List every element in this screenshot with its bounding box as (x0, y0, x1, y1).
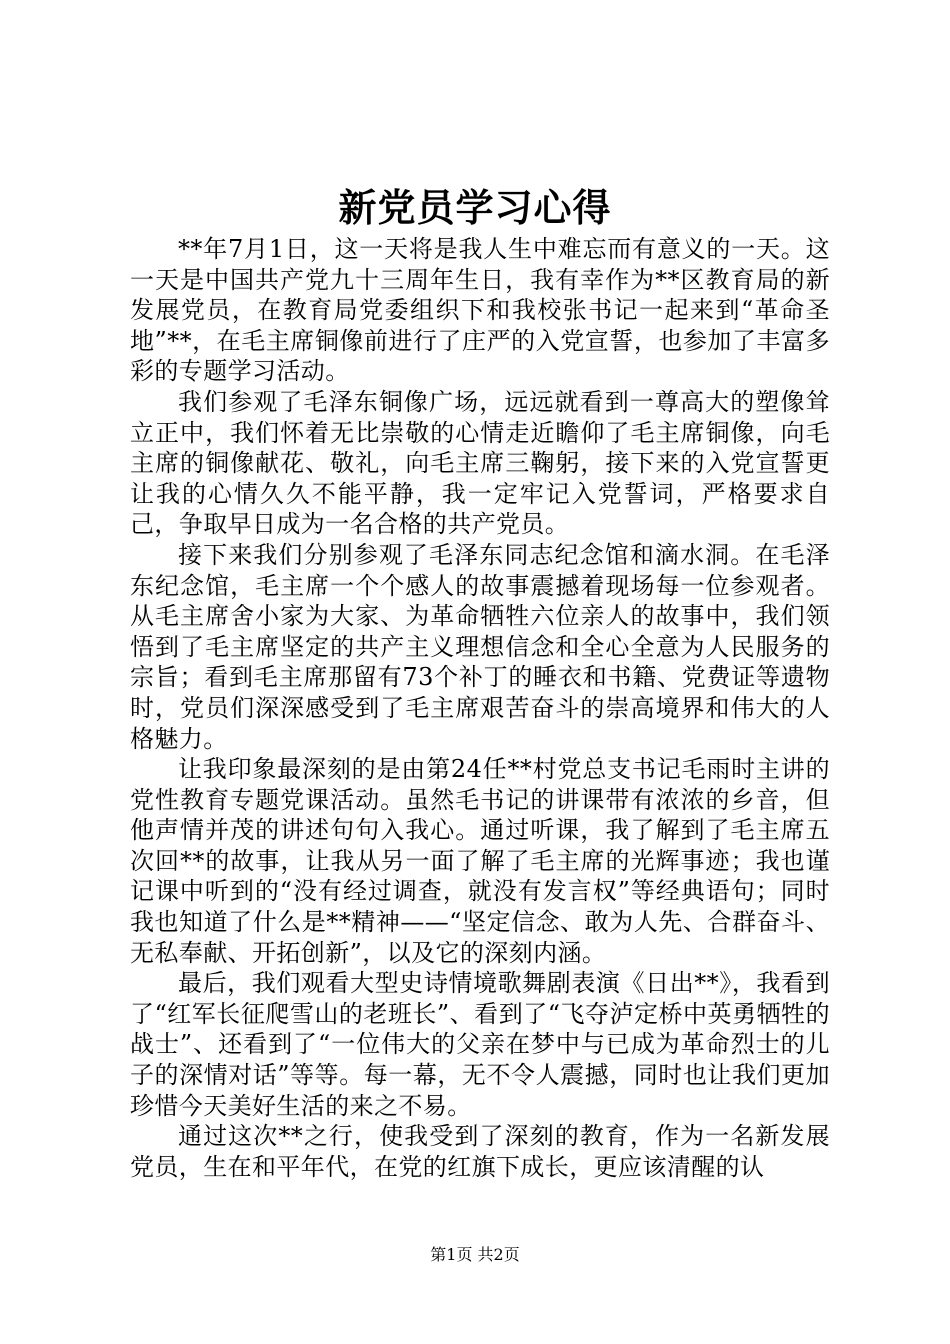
paragraph: 让我印象最深刻的是由第24任**村党总支书记毛雨时主讲的党性教育专题党课活动。虽然毛书记的讲课带有浓浓的乡音，但他声情并茂的讲述句句入我心。通过听课，我了解到了毛主席五次回**的故事，让我从另一面了解了毛主席的光辉事迹；我也谨记课中听到的“没有经过调查，就没有发言权”等经典语句；同时我也知道了什么是**精神——“坚定信念、敢为人先、合群奋斗、无私奉献、开拓创新”，以及它的深刻内涵。 (130, 755, 830, 967)
document-title: 新党员学习心得 (338, 185, 612, 230)
paragraph: 接下来我们分别参观了毛泽东同志纪念馆和滴水洞。在毛泽东纪念馆，毛主席一个个感人的故事震撼着现场每一位参观者。从毛主席舍小家为大家、为革命牺牲六位亲人的故事中，我们领悟到了毛主席坚定的共产主义理想信念和全心全意为人民服务的宗旨；看到毛主席那留有73个补丁的睡衣和书籍、党费证等遗物时，党员们深深感受到了毛主席艰苦奋斗的崇高境界和伟大的人格魅力。 (130, 540, 830, 753)
paragraph: 我们参观了毛泽东铜像广场，远远就看到一尊高大的塑像耸立正中，我们怀着无比崇敬的心情走近瞻仰了毛主席铜像，向毛主席的铜像献花、敬礼，向毛主席三鞠躬，接下来的入党宣誓更让我的心情久久不能平静，我一定牢记入党誓词，严格要求自己，争取早日成为一名合格的共产党员。 (130, 387, 830, 539)
paragraph: 通过这次**之行，使我受到了深刻的教育，作为一名新发展党员，生在和平年代，在党的红旗下成长，更应该清醒的认 (130, 1122, 830, 1181)
paragraph: 最后，我们观看大型史诗情境歌舞剧表演《日出**》，我看到了“红军长征爬雪山的老班长”、看到了“飞夺泸定桥中英勇牺牲的战士”、还看到了“一位伟大的父亲在梦中与已成为革命烈士的儿子的深情对话”等等。每一幕，无不令人震撼，同时也让我们更加珍惜今天美好生活的来之不易。 (130, 969, 830, 1120)
paragraph: **年7月1日，这一天将是我人生中难忘而有意义的一天。这一天是中国共产党九十三周年生日，我有幸作为**区教育局的新发展党员，在教育局党委组织下和我校张书记一起来到“革命圣地”**，在毛主席铜像前进行了庄严的入党宣誓，也参加了丰富多彩的专题学习活动。 (130, 235, 830, 386)
page-number-footer: 第1页 共2页 (430, 1245, 520, 1264)
document-body (130, 234, 830, 1182)
